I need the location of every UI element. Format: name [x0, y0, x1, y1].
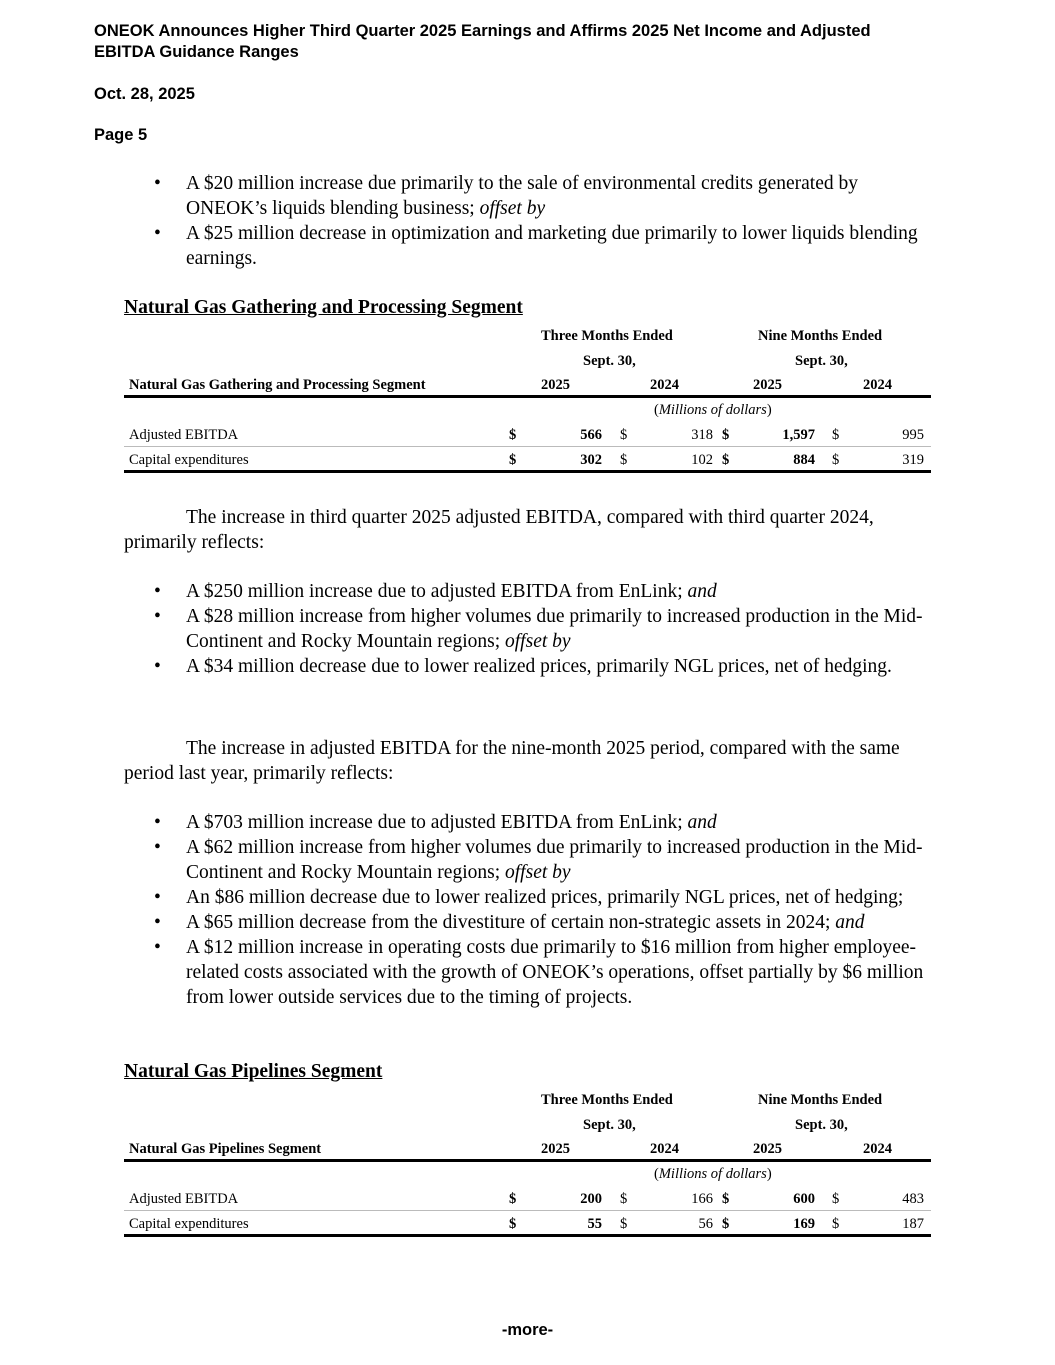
gp-year-col4: 2024: [863, 377, 892, 393]
bullet-dot: •: [154, 912, 161, 933]
value-q3-2025: 302: [580, 452, 602, 468]
units-text: Millions of dollars: [658, 1166, 767, 1182]
list-item: [124, 810, 934, 835]
units-open: (: [654, 1166, 659, 1182]
currency-symbol: $: [509, 1191, 517, 1207]
row-label: Adjusted EBITDA: [129, 1191, 239, 1207]
pipe-year-col1: 2025: [541, 1141, 570, 1157]
value-q3-2024: 318: [691, 427, 713, 443]
value-9m-2025: 884: [793, 452, 815, 468]
pipe-group1-heading: Three Months Ended: [541, 1092, 673, 1108]
bullet-text: A $12 million increase in operating costs due primarily to $16 million from higher employee-related costs associated with the growth of ONEOK’s operations, offset partially by $6 million from lower outside services due to the timing of projects.: [186, 937, 924, 1008]
pipe-bottom-rule: [124, 1234, 931, 1237]
units-text: Millions of dollars: [658, 402, 767, 418]
currency-symbol: $: [832, 427, 840, 443]
bullet-emphasis: offset by: [505, 631, 571, 652]
currency-symbol: $: [509, 427, 517, 443]
bullet-text: A $34 million decrease due to lower realized prices, primarily NGL prices, net of hedging.: [186, 656, 892, 677]
list-item: [124, 579, 934, 604]
pipe-year-col2: 2024: [650, 1141, 679, 1157]
value-9m-2025: 1,597: [782, 427, 815, 443]
currency-symbol: $: [722, 452, 730, 468]
gp-header-rule: [124, 395, 931, 398]
pipe-units-note: [654, 1165, 772, 1183]
list-item: [124, 835, 934, 885]
bullet-text: A $20 million increase due primarily to the sale of environmental credits generated by ONEOK’s liquids blending business;: [186, 173, 858, 219]
row-label: Capital expenditures: [129, 452, 249, 468]
gp-bottom-rule: [124, 470, 931, 473]
currency-symbol: $: [620, 1191, 628, 1207]
row-label: Adjusted EBITDA: [129, 427, 239, 443]
pipe-group2-heading: Nine Months Ended: [758, 1092, 883, 1108]
bullet-text: A $62 million increase from higher volumes due primarily to increased production in the Mid-Continent and Rocky Mountain regions;: [186, 837, 923, 883]
gp-group1-subheading: Sept. 30,: [583, 353, 636, 369]
bullet-emphasis: offset by: [479, 198, 546, 219]
bullet-dot: •: [154, 581, 161, 602]
currency-symbol: $: [832, 452, 840, 468]
currency-symbol: $: [722, 1216, 730, 1232]
gp-year-col1: 2025: [541, 377, 570, 393]
value-q3-2024: 166: [691, 1191, 713, 1207]
bullet-dot: •: [154, 223, 161, 244]
currency-symbol: $: [722, 1191, 730, 1207]
gp-group2-subheading: Sept. 30,: [795, 353, 848, 369]
row-divider: [124, 1210, 931, 1211]
value-9m-2024: 995: [902, 427, 924, 443]
list-item: [124, 885, 934, 910]
gp-q3-paragraph: The increase in third quarter 2025 adjusted EBITDA, compared with third quarter 2024, primarily reflects:: [124, 507, 874, 553]
bullet-text: A $28 million increase from higher volumes due primarily to increased production in the Mid-Continent and Rocky Mountain regions;: [186, 606, 923, 652]
bullet-dot: •: [154, 837, 161, 858]
value-q3-2024: 102: [691, 452, 713, 468]
units-open: (: [654, 402, 659, 418]
pipelines-section-title: Natural Gas Pipelines Segment: [124, 1061, 383, 1082]
currency-symbol: $: [509, 452, 517, 468]
currency-symbol: $: [620, 427, 628, 443]
list-item: [124, 654, 934, 679]
page-number: Page 5: [94, 126, 148, 144]
gp-section-title: Natural Gas Gathering and Processing Segment: [124, 297, 523, 318]
value-9m-2024: 187: [902, 1216, 924, 1232]
bullet-dot: •: [154, 887, 161, 908]
top-bullet-list: [124, 171, 934, 271]
bullet-emphasis: and: [687, 812, 717, 833]
bullet-dot: •: [154, 937, 161, 958]
value-q3-2024: 56: [698, 1216, 713, 1232]
gp-year-col3: 2025: [753, 377, 782, 393]
currency-symbol: $: [509, 1216, 517, 1232]
bullet-emphasis: offset by: [505, 862, 571, 883]
pipe-group1-subheading: Sept. 30,: [583, 1117, 636, 1133]
release-title-line1: ONEOK Announces Higher Third Quarter 2025 Earnings and Affirms 2025 Net Income and Adjusted: [94, 22, 871, 40]
bullet-dot: •: [154, 173, 161, 194]
row-divider: [124, 446, 931, 447]
gp-group2-heading: Nine Months Ended: [758, 328, 883, 344]
gp-q3-bullets: [124, 579, 934, 679]
currency-symbol: $: [620, 452, 628, 468]
list-item: [124, 604, 934, 654]
value-9m-2025: 600: [793, 1191, 815, 1207]
bullet-emphasis: and: [835, 912, 865, 933]
currency-symbol: $: [832, 1216, 840, 1232]
value-9m-2024: 483: [902, 1191, 924, 1207]
gp-9m-bullets: [124, 810, 934, 1010]
gp-units-note: [654, 401, 772, 419]
bullet-text: A $250 million increase due to adjusted EBITDA from EnLink;: [186, 581, 683, 602]
bullet-text: An $86 million decrease due to lower realized prices, primarily NGL prices, net of hedging;: [186, 887, 904, 908]
value-q3-2025: 55: [587, 1216, 602, 1232]
list-item: [124, 221, 934, 271]
pipe-row-header: Natural Gas Pipelines Segment: [129, 1141, 322, 1157]
value-q3-2025: 200: [580, 1191, 602, 1207]
bullet-dot: •: [154, 606, 161, 627]
units-close: ): [766, 1166, 772, 1182]
gp-table: [124, 325, 931, 475]
currency-symbol: $: [722, 427, 730, 443]
gp-group1-heading: Three Months Ended: [541, 328, 673, 344]
value-9m-2025: 169: [793, 1216, 815, 1232]
gp-row-header: Natural Gas Gathering and Processing Segment: [129, 377, 426, 393]
pipe-year-col4: 2024: [863, 1141, 892, 1157]
value-9m-2024: 319: [902, 452, 924, 468]
pipe-group2-subheading: Sept. 30,: [795, 1117, 848, 1133]
bullet-text: A $25 million decrease in optimization and marketing due primarily to lower liquids blending earnings.: [186, 223, 918, 269]
list-item: [124, 910, 934, 935]
currency-symbol: $: [832, 1191, 840, 1207]
pipe-header-rule: [124, 1159, 931, 1162]
currency-symbol: $: [620, 1216, 628, 1232]
units-close: ): [766, 402, 772, 418]
bullet-text: A $703 million increase due to adjusted EBITDA from EnLink;: [186, 812, 683, 833]
row-label: Capital expenditures: [129, 1216, 249, 1232]
gp-year-col2: 2024: [650, 377, 679, 393]
page-footer: -more-: [501, 1321, 554, 1339]
bullet-text: A $65 million decrease from the divestiture of certain non-strategic assets in 2024;: [186, 912, 831, 933]
gp-9m-paragraph: The increase in adjusted EBITDA for the nine-month 2025 period, compared with the same period last year, primarily reflects:: [124, 738, 900, 784]
release-title-line2: EBITDA Guidance Ranges: [94, 43, 299, 61]
pipe-year-col3: 2025: [753, 1141, 782, 1157]
list-item: [124, 171, 934, 221]
release-date: Oct. 28, 2025: [94, 85, 195, 103]
value-q3-2025: 566: [580, 427, 602, 443]
release-title: [94, 21, 871, 63]
bullet-emphasis: and: [687, 581, 717, 602]
list-item: [124, 935, 934, 1010]
bullet-dot: •: [154, 656, 161, 677]
pipelines-table: [124, 1089, 931, 1239]
bullet-dot: •: [154, 812, 161, 833]
